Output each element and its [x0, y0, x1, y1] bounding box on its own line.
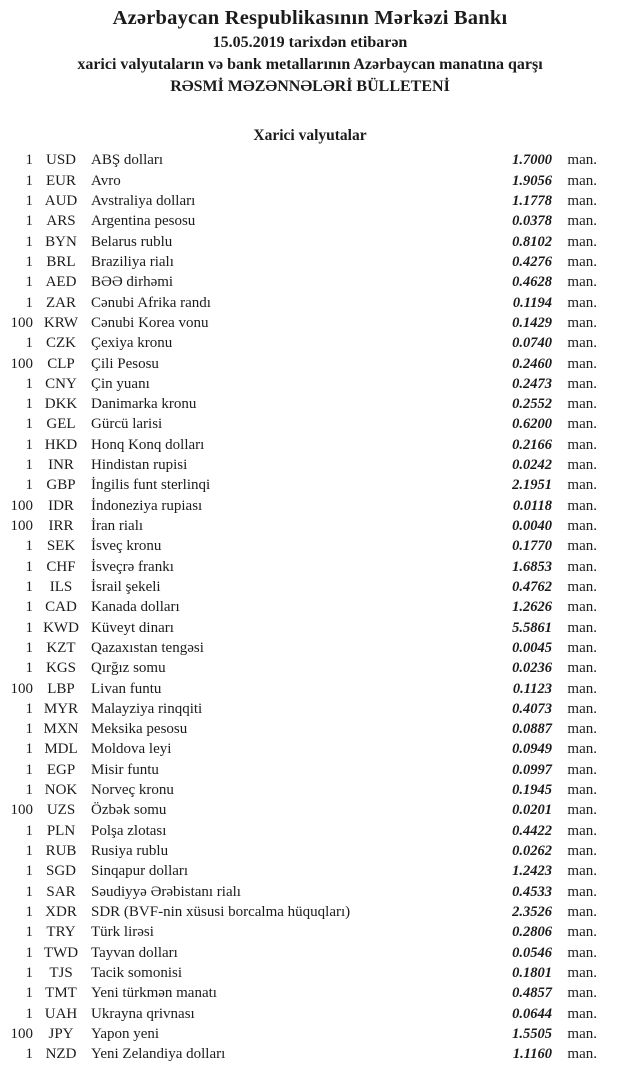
row-unit: man. [567, 782, 597, 799]
row-quantity: 1 [25, 985, 33, 1002]
currency-row [8, 841, 597, 861]
row-unit: man. [567, 741, 597, 758]
row-quantity: 1 [25, 558, 33, 575]
currency-row [8, 272, 597, 292]
row-rate: 0.4422 [512, 822, 552, 839]
row-unit: man. [567, 863, 597, 880]
row-name: BƏƏ dirhəmi [91, 274, 174, 291]
row-code: USD [45, 152, 76, 169]
currency-row [8, 191, 597, 211]
currency-row [8, 983, 597, 1003]
row-unit: man. [567, 152, 597, 169]
row-code: LBP [47, 680, 75, 697]
row-unit: man. [567, 558, 597, 575]
row-name: Tayvan dolları [91, 944, 178, 961]
currency-row [8, 719, 597, 739]
row-code: CLP [47, 355, 75, 372]
row-rate: 0.1945 [512, 782, 552, 799]
bank-title: Azərbaycan Respublikasının Mərkəzi Bankı [112, 7, 508, 29]
row-name: Livan funtu [91, 680, 162, 697]
row-unit: man. [567, 700, 597, 717]
row-name: İran rialı [91, 518, 144, 535]
row-name: Sinqapur dolları [91, 863, 189, 880]
row-rate: 0.0201 [512, 802, 552, 819]
bulletin-subtitle: xarici valyutaların və bank metallarının Azərbaycan manatına qarşı [77, 55, 543, 73]
row-rate: 0.1770 [512, 538, 552, 555]
row-rate: 0.0118 [512, 497, 552, 514]
row-code: MYR [43, 700, 79, 717]
row-quantity: 1 [25, 599, 33, 616]
row-quantity: 1 [25, 274, 33, 291]
row-rate: 2.3526 [512, 903, 552, 920]
row-quantity: 1 [25, 964, 33, 981]
currency-row [8, 861, 597, 881]
row-unit: man. [567, 721, 597, 738]
row-name: SDR (BVF-nin xüsusi borcalma hüquqları) [91, 903, 351, 920]
row-name: Qırğız somu [91, 660, 166, 677]
row-quantity: 1 [25, 843, 33, 860]
currency-row [8, 293, 597, 313]
row-rate: 0.8102 [512, 233, 552, 250]
row-code: NOK [44, 782, 78, 799]
row-rate: 0.0740 [512, 335, 552, 352]
row-unit: man. [567, 924, 597, 941]
currency-row [8, 557, 597, 577]
row-name: Qazaxıstan tengəsi [91, 639, 204, 656]
currency-row [8, 1004, 597, 1024]
row-unit: man. [567, 436, 597, 453]
row-unit: man. [567, 1025, 597, 1042]
row-unit: man. [567, 396, 597, 413]
row-name: Honq Konq dolları [91, 436, 205, 453]
row-code: JPY [48, 1025, 74, 1042]
row-rate: 0.2552 [512, 396, 552, 413]
row-unit: man. [567, 416, 597, 433]
row-rate: 0.4073 [512, 700, 552, 717]
currency-row [8, 760, 597, 780]
row-quantity: 1 [25, 193, 33, 210]
row-rate: 2.1951 [512, 477, 552, 494]
row-name: Yapon yeni [91, 1025, 160, 1042]
currency-row [8, 658, 597, 678]
row-code: SGD [45, 863, 76, 880]
row-name: Belarus rublu [91, 233, 173, 250]
row-name: Hindistan rupisi [91, 457, 188, 474]
row-unit: man. [567, 883, 597, 900]
section-title-foreign-currencies: Xarici valyutalar [253, 127, 367, 145]
row-unit: man. [567, 1005, 597, 1022]
row-name: Özbək somu [91, 802, 167, 819]
row-unit: man. [567, 172, 597, 189]
row-quantity: 1 [25, 741, 33, 758]
row-name: İsveç kronu [91, 538, 162, 555]
row-code: AUD [44, 193, 78, 210]
currency-row [8, 943, 597, 963]
row-quantity: 1 [25, 578, 33, 595]
row-name: Malayziya rinqqiti [91, 700, 203, 717]
row-name: Rusiya rublu [91, 843, 169, 860]
row-code: CAD [45, 599, 77, 616]
row-code: AED [45, 274, 77, 291]
row-quantity: 100 [10, 680, 33, 697]
currency-row [8, 475, 597, 495]
row-code: BRL [46, 253, 76, 270]
row-rate: 0.6200 [512, 416, 552, 433]
row-rate: 0.0997 [512, 761, 552, 778]
row-code: TRY [46, 924, 76, 941]
row-name: Misir funtu [91, 761, 159, 778]
row-rate: 0.4762 [512, 578, 552, 595]
row-unit: man. [567, 375, 597, 392]
row-quantity: 1 [25, 375, 33, 392]
currency-row [8, 171, 597, 191]
row-code: MDL [44, 741, 78, 758]
row-name: Ukrayna qrivnası [91, 1005, 195, 1022]
row-quantity: 1 [25, 660, 33, 677]
row-unit: man. [567, 497, 597, 514]
row-code: TMT [45, 985, 77, 1002]
currency-row [8, 577, 597, 597]
row-rate: 1.9056 [512, 172, 552, 189]
row-name: İngilis funt sterlinqi [91, 477, 211, 494]
row-rate: 0.4628 [512, 274, 552, 291]
row-name: Kanada dolları [91, 599, 180, 616]
currency-row [8, 679, 597, 699]
row-code: IDR [48, 497, 74, 514]
row-name: Yeni türkmən manatı [91, 985, 217, 1002]
row-quantity: 1 [25, 152, 33, 169]
row-unit: man. [567, 903, 597, 920]
row-code: KRW [43, 314, 79, 331]
row-unit: man. [567, 761, 597, 778]
row-rate: 0.0045 [512, 639, 552, 656]
row-unit: man. [567, 639, 597, 656]
row-code: KGS [45, 660, 76, 677]
row-rate: 0.2806 [512, 924, 552, 941]
row-code: PLN [46, 822, 76, 839]
row-unit: man. [567, 822, 597, 839]
row-code: MXN [43, 721, 79, 738]
currency-row [8, 638, 597, 658]
row-quantity: 1 [25, 335, 33, 352]
row-rate: 0.0546 [512, 944, 552, 961]
row-code: ILS [49, 578, 73, 595]
row-quantity: 1 [25, 253, 33, 270]
currency-row [8, 780, 597, 800]
currency-row [8, 597, 597, 617]
currency-row [8, 211, 597, 231]
row-quantity: 1 [25, 477, 33, 494]
row-rate: 1.5505 [512, 1025, 552, 1042]
currency-row [8, 963, 597, 983]
row-unit: man. [567, 355, 597, 372]
row-quantity: 1 [25, 233, 33, 250]
row-name: Avro [91, 172, 121, 189]
row-quantity: 1 [25, 822, 33, 839]
row-name: Səudiyyə Ərəbistanı rialı [91, 883, 241, 900]
row-name: Polşa zlotası [91, 822, 167, 839]
row-rate: 1.2626 [512, 599, 552, 616]
row-quantity: 1 [25, 619, 33, 636]
row-code: UZS [46, 802, 76, 819]
row-name: Türk lirəsi [91, 924, 154, 941]
row-name: Cənubi Korea vonu [91, 314, 209, 331]
currency-row [8, 496, 597, 516]
currency-table [0, 150, 620, 1064]
row-code: EUR [46, 172, 76, 189]
currency-row [8, 800, 597, 820]
row-code: CHF [46, 558, 76, 575]
row-name: Avstraliya dolları [91, 193, 196, 210]
row-code: INR [48, 457, 74, 474]
row-quantity: 1 [25, 538, 33, 555]
row-code: DKK [44, 396, 78, 413]
row-rate: 0.1801 [512, 964, 552, 981]
row-rate: 0.0887 [512, 721, 552, 738]
row-name: Meksika pesosu [91, 721, 188, 738]
row-unit: man. [567, 619, 597, 636]
row-name: Gürcü larisi [91, 416, 163, 433]
currency-row [8, 435, 597, 455]
row-code: HKD [44, 436, 78, 453]
row-rate: 1.2423 [512, 863, 552, 880]
row-name: İsveçrə frankı [91, 558, 174, 575]
row-unit: man. [567, 477, 597, 494]
currency-row [8, 394, 597, 414]
row-name: Cənubi Afrika randı [91, 294, 211, 311]
row-code: SAR [46, 883, 76, 900]
row-quantity: 1 [25, 294, 33, 311]
row-rate: 1.1778 [512, 193, 552, 210]
row-code: XDR [45, 903, 77, 920]
row-name: Norveç kronu [91, 782, 174, 799]
currency-row [8, 821, 597, 841]
row-quantity: 100 [10, 314, 33, 331]
currency-row [8, 1044, 597, 1064]
row-quantity: 1 [25, 457, 33, 474]
currency-row [8, 516, 597, 536]
row-quantity: 100 [10, 802, 33, 819]
currency-row [8, 536, 597, 556]
row-unit: man. [567, 843, 597, 860]
row-rate: 1.7000 [512, 152, 552, 169]
currency-row [8, 150, 597, 170]
row-rate: 0.2473 [512, 375, 552, 392]
row-rate: 0.0644 [512, 1005, 552, 1022]
currency-row [8, 1024, 597, 1044]
row-rate: 0.2166 [512, 436, 552, 453]
row-quantity: 1 [25, 883, 33, 900]
row-unit: man. [567, 274, 597, 291]
row-unit: man. [567, 314, 597, 331]
row-code: UAH [44, 1005, 78, 1022]
row-code: ZAR [46, 294, 76, 311]
bulletin-header [0, 0, 620, 97]
row-quantity: 1 [25, 863, 33, 880]
row-code: CZK [46, 335, 76, 352]
row-quantity: 1 [25, 213, 33, 230]
row-code: GBP [46, 477, 76, 494]
currency-row [8, 699, 597, 719]
currency-row [8, 232, 597, 252]
row-quantity: 100 [10, 497, 33, 514]
row-unit: man. [567, 457, 597, 474]
row-unit: man. [567, 1046, 597, 1063]
row-name: Çili Pesosu [91, 355, 159, 372]
row-rate: 0.0378 [512, 213, 552, 230]
row-code: RUB [45, 843, 77, 860]
row-unit: man. [567, 233, 597, 250]
row-code: KZT [46, 639, 76, 656]
row-rate: 0.0949 [512, 741, 552, 758]
row-unit: man. [567, 294, 597, 311]
row-unit: man. [567, 599, 597, 616]
row-quantity: 1 [25, 700, 33, 717]
row-name: Küveyt dinarı [91, 619, 174, 636]
row-rate: 0.1194 [512, 294, 552, 311]
row-quantity: 1 [25, 944, 33, 961]
row-quantity: 1 [25, 721, 33, 738]
row-quantity: 100 [10, 1025, 33, 1042]
currency-row [8, 313, 597, 333]
row-rate: 0.1429 [512, 314, 552, 331]
row-code: IRR [48, 518, 74, 535]
row-quantity: 1 [25, 396, 33, 413]
row-code: TJS [49, 964, 73, 981]
row-name: Çexiya kronu [91, 335, 173, 352]
row-unit: man. [567, 964, 597, 981]
row-unit: man. [567, 802, 597, 819]
row-code: TWD [43, 944, 79, 961]
currency-row [8, 354, 597, 374]
row-unit: man. [567, 213, 597, 230]
row-quantity: 1 [25, 416, 33, 433]
row-quantity: 1 [25, 903, 33, 920]
currency-row [8, 902, 597, 922]
row-name: Argentina pesosu [91, 213, 196, 230]
effective-date: 15.05.2019 tarixdən etibarən [212, 34, 408, 51]
row-quantity: 1 [25, 761, 33, 778]
row-code: KWD [43, 619, 79, 636]
row-code: ARS [46, 213, 76, 230]
currency-row [8, 882, 597, 902]
row-code: GEL [46, 416, 76, 433]
row-unit: man. [567, 944, 597, 961]
row-quantity: 1 [25, 436, 33, 453]
row-unit: man. [567, 578, 597, 595]
currency-row [8, 739, 597, 759]
currency-row [8, 414, 597, 434]
row-rate: 5.5861 [512, 619, 552, 636]
row-unit: man. [567, 253, 597, 270]
row-unit: man. [567, 660, 597, 677]
row-name: İndoneziya rupiası [91, 497, 203, 514]
row-rate: 0.0236 [512, 660, 552, 677]
row-name: Braziliya rialı [91, 253, 174, 270]
row-code: CNY [45, 375, 77, 392]
row-quantity: 1 [25, 1046, 33, 1063]
row-name: İsrail şekeli [91, 578, 161, 595]
currency-row [8, 374, 597, 394]
row-name: Danimarka kronu [91, 396, 197, 413]
row-rate: 0.2460 [512, 355, 552, 372]
row-unit: man. [567, 680, 597, 697]
row-quantity: 1 [25, 172, 33, 189]
row-unit: man. [567, 335, 597, 352]
currency-row [8, 922, 597, 942]
row-unit: man. [567, 985, 597, 1002]
row-quantity: 1 [25, 782, 33, 799]
currency-row [8, 455, 597, 475]
row-quantity: 1 [25, 924, 33, 941]
currency-row [8, 252, 597, 272]
currency-row [8, 333, 597, 353]
row-rate: 1.1160 [512, 1046, 552, 1063]
row-rate: 1.6853 [512, 558, 552, 575]
row-quantity: 100 [10, 518, 33, 535]
row-code: BYN [45, 233, 77, 250]
row-rate: 0.1123 [512, 680, 552, 697]
row-name: ABŞ dolları [91, 152, 164, 169]
row-name: Tacik somonisi [91, 964, 183, 981]
row-code: EGP [46, 761, 76, 778]
row-unit: man. [567, 518, 597, 535]
row-quantity: 1 [25, 1005, 33, 1022]
row-rate: 0.4276 [512, 253, 552, 270]
row-unit: man. [567, 538, 597, 555]
row-rate: 0.4533 [512, 883, 552, 900]
row-rate: 0.0262 [512, 843, 552, 860]
row-name: Moldova leyi [91, 741, 172, 758]
bulletin-title: RƏSMİ MƏZƏNNƏLƏRİ BÜLLETENİ [170, 77, 450, 95]
row-quantity: 100 [10, 355, 33, 372]
row-name: Yeni Zelandiya dolları [91, 1046, 226, 1063]
row-rate: 0.4857 [512, 985, 552, 1002]
row-rate: 0.0242 [512, 457, 552, 474]
currency-row [8, 618, 597, 638]
row-unit: man. [567, 193, 597, 210]
row-quantity: 1 [25, 639, 33, 656]
row-name: Çin yuanı [91, 375, 150, 392]
row-code: NZD [45, 1046, 77, 1063]
row-rate: 0.0040 [512, 518, 552, 535]
row-code: SEK [46, 538, 76, 555]
